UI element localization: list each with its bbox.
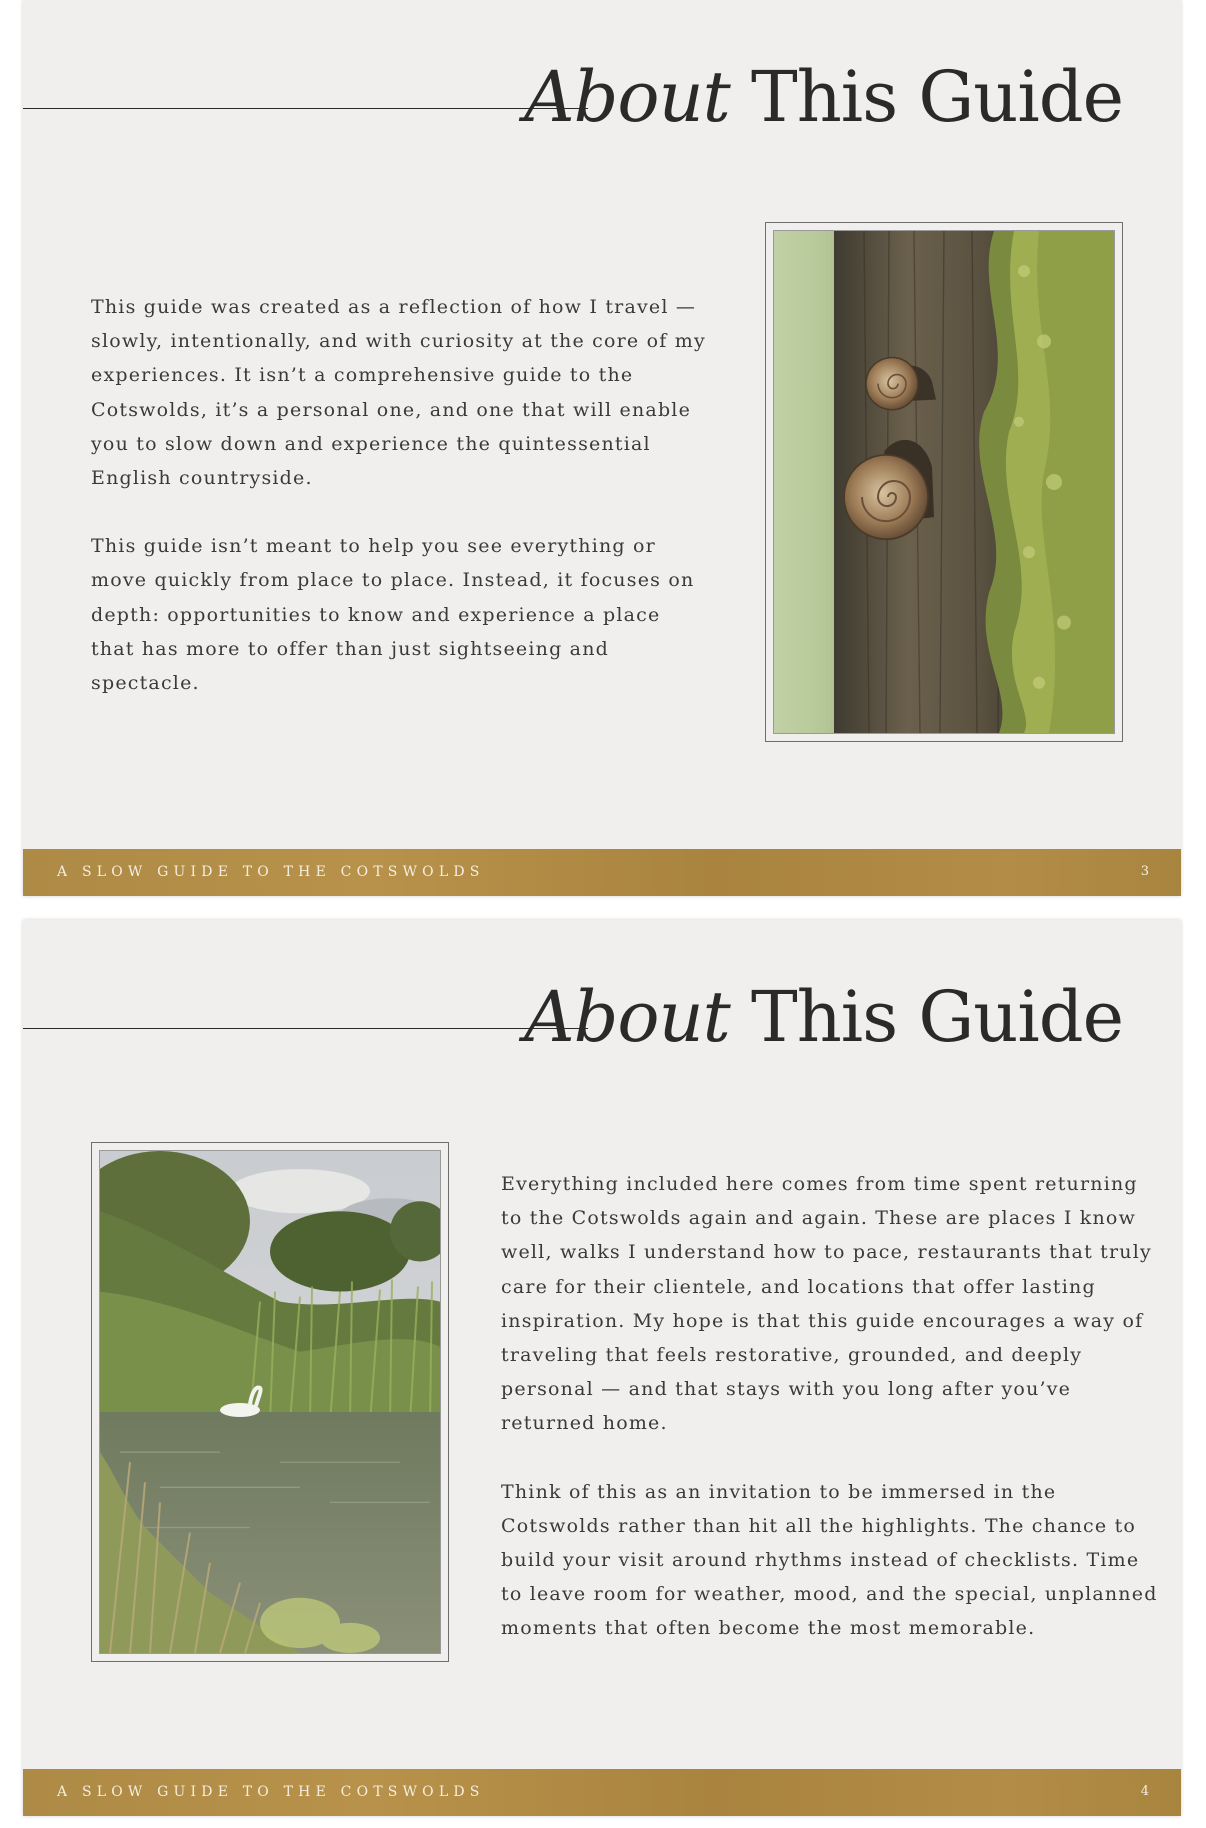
body-text (501, 1167, 1161, 1646)
page-title-rest: This Guide (729, 976, 1123, 1058)
page-title (524, 56, 1123, 138)
title-rule (23, 1028, 588, 1029)
swan-on-river-photo (99, 1150, 441, 1654)
footer-title: A SLOW GUIDE TO THE COTSWOLDS (57, 1784, 485, 1800)
photo-frame (91, 1142, 449, 1662)
title-rule (23, 108, 588, 109)
page-title-italic: About (524, 976, 730, 1058)
page-title (524, 976, 1123, 1058)
guide-page-3 (23, 0, 1181, 896)
footer-band (23, 849, 1181, 896)
page-title-rest: This Guide (729, 56, 1123, 138)
snail-photo-illustration (774, 231, 1114, 733)
page-number: 3 (1140, 864, 1149, 879)
guide-page-4 (23, 920, 1181, 1816)
snail-on-mossy-post-photo (773, 230, 1115, 734)
paragraph: Think of this as an invitation to be immersed in the Cotswolds rather than hit all the highlights. The chance to build your visit around rhythms instead of checklists. Time to leave room for weather, mood, and the special, unplanned moments that often become the most memorable. (501, 1480, 1158, 1640)
footer-title: A SLOW GUIDE TO THE COTSWOLDS (57, 864, 485, 880)
page-title-italic: About (524, 56, 730, 138)
page-number: 4 (1140, 1784, 1149, 1799)
photo-frame (765, 222, 1123, 742)
body-text (91, 290, 711, 700)
swan-photo-illustration (100, 1151, 440, 1653)
footer-band (23, 1769, 1181, 1816)
paragraph: This guide was created as a reflection of how I travel — slowly, intentionally, and with curiosity at the core of my experiences. It isn’t a comprehensive guide to the Cotswolds, it’s a personal one, and one that will enable you to slow down and experience the quintessential English countryside. (91, 296, 706, 490)
paragraph: This guide isn’t meant to help you see everything or move quickly from place to place. Instead, it focuses on depth: opportunities to know and experience a place that has more to offer than just sightseeing and spectacle. (91, 535, 695, 695)
paragraph: Everything included here comes from time spent returning to the Cotswolds again and again. These are places I know well, walks I understand how to pace, restaurants that truly care for their clientele, and locations that offer lasting inspiration. My hope is that this guide encourages a way of traveling that feels restorative, grounded, and deeply personal — and that stays with you long after you’ve returned home. (501, 1173, 1152, 1435)
